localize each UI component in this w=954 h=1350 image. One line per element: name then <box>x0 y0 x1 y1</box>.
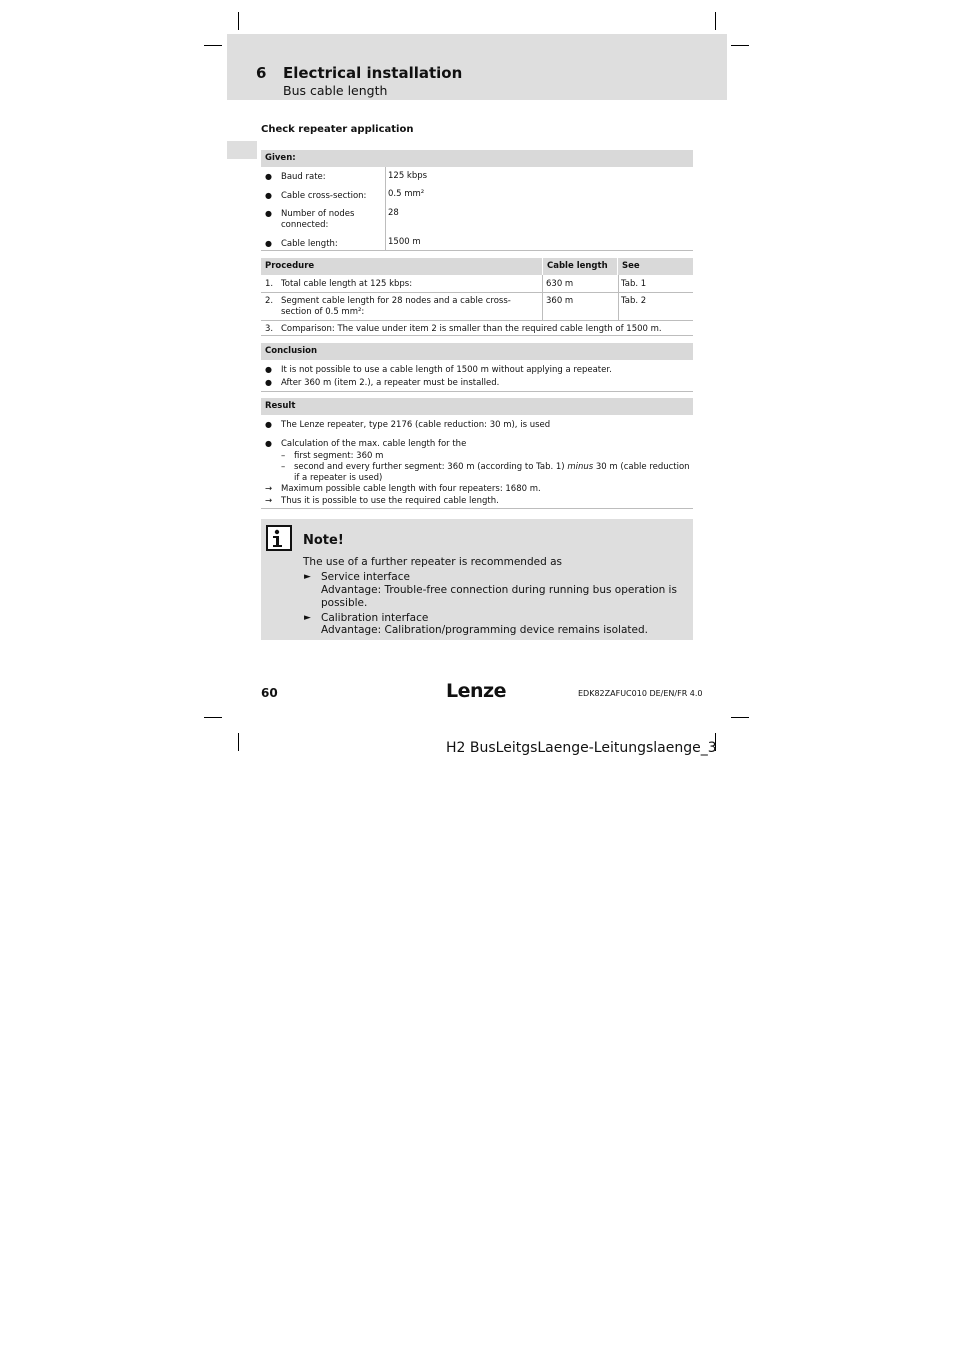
result-subitem: first segment: 360 m <box>294 451 384 461</box>
chapter-number: 6 <box>256 64 267 82</box>
chapter-title: Electrical installation <box>283 64 463 82</box>
arrow-icon: → <box>265 496 273 506</box>
crop-mark <box>238 733 239 751</box>
crop-mark <box>731 45 749 46</box>
step-length: 360 m <box>546 296 574 306</box>
result-item: Calculation of the max. cable length for the <box>281 439 467 449</box>
note-item-title: Calibration interface <box>321 612 429 624</box>
note-item-title: Service interface <box>321 571 410 583</box>
procedure-rule <box>261 320 693 321</box>
conclusion-heading: Conclusion <box>261 343 693 360</box>
note-item-desc: Advantage: Calibration/programming device remains isolated. <box>321 624 648 636</box>
step-length: 630 m <box>546 279 574 289</box>
triangle-bullet-icon: ► <box>304 572 311 582</box>
arrow-icon: → <box>265 484 273 494</box>
given-label: Number of nodes connected: <box>281 209 355 230</box>
cable-length-header: Cable length <box>543 258 617 275</box>
step-number: 3. <box>265 324 274 334</box>
given-label: Baud rate: <box>281 172 326 182</box>
side-tab <box>227 141 257 159</box>
triangle-bullet-icon: ► <box>304 613 311 623</box>
given-value: 28 <box>388 208 399 218</box>
step-see: Tab. 1 <box>621 279 647 289</box>
conclusion-item: After 360 m (item 2.), a repeater must be installed. <box>281 378 500 388</box>
given-rule <box>261 250 693 251</box>
bottom-label: H2 BusLeitgsLaenge-Leitungslaenge_3 <box>446 740 717 756</box>
lenze-logo: Lenze <box>446 680 506 702</box>
result-item: The Lenze repeater, type 2176 (cable reduction: 30 m), is used <box>281 420 551 430</box>
crop-mark <box>204 717 222 718</box>
step-number: 2. <box>265 296 274 306</box>
procedure-divider <box>618 275 619 320</box>
given-value: 125 kbps <box>388 171 428 181</box>
given-label: Cable length: <box>281 239 338 249</box>
crop-mark <box>204 45 222 46</box>
given-value: 0.5 mm² <box>388 189 425 199</box>
result-rule <box>261 508 693 509</box>
result-conclusion: Maximum possible cable length with four repeaters: 1680 m. <box>281 484 541 494</box>
note-item-desc: Advantage: Trouble-free connection during running bus operation is possible. <box>321 584 677 609</box>
info-icon <box>266 525 292 551</box>
conclusion-item: It is not possible to use a cable length of 1500 m without applying a repeater. <box>281 365 612 375</box>
section-title: Check repeater application <box>261 124 414 135</box>
crop-mark <box>715 12 716 30</box>
procedure-rule <box>261 292 693 293</box>
procedure-rule <box>261 335 693 336</box>
result-conclusion: Thus it is possible to use the required cable length. <box>281 496 499 506</box>
step-text: Comparison: The value under item 2 is smaller than the required cable length of 1500 m. <box>281 324 662 334</box>
step-text: Segment cable length for 28 nodes and a cable cross-section of 0.5 mm²: <box>281 296 511 317</box>
given-heading: Given: <box>261 150 693 167</box>
document-id: EDK82ZAFUC010 DE/EN/FR 4.0 <box>578 689 703 698</box>
procedure-header: Procedure <box>261 258 542 275</box>
crop-mark <box>238 12 239 30</box>
procedure-divider <box>542 275 543 320</box>
note-title: Note! <box>303 533 344 548</box>
conclusion-rule <box>261 391 693 392</box>
given-value: 1500 m <box>388 237 421 247</box>
result-heading: Result <box>261 398 693 415</box>
page-number: 60 <box>261 686 278 700</box>
result-subitem: second and every further segment: 360 m (according to Tab. 1) minus 30 m (cable reduction if a repeater is used) <box>294 462 690 483</box>
step-see: Tab. 2 <box>621 296 647 306</box>
step-text: Total cable length at 125 kbps: <box>281 279 413 289</box>
given-label: Cable cross-section: <box>281 191 367 201</box>
see-header: See <box>618 258 693 275</box>
given-divider <box>385 167 386 250</box>
step-number: 1. <box>265 279 274 289</box>
crop-mark <box>731 717 749 718</box>
note-intro: The use of a further repeater is recommended as <box>303 556 562 568</box>
chapter-subtitle: Bus cable length <box>283 83 388 98</box>
